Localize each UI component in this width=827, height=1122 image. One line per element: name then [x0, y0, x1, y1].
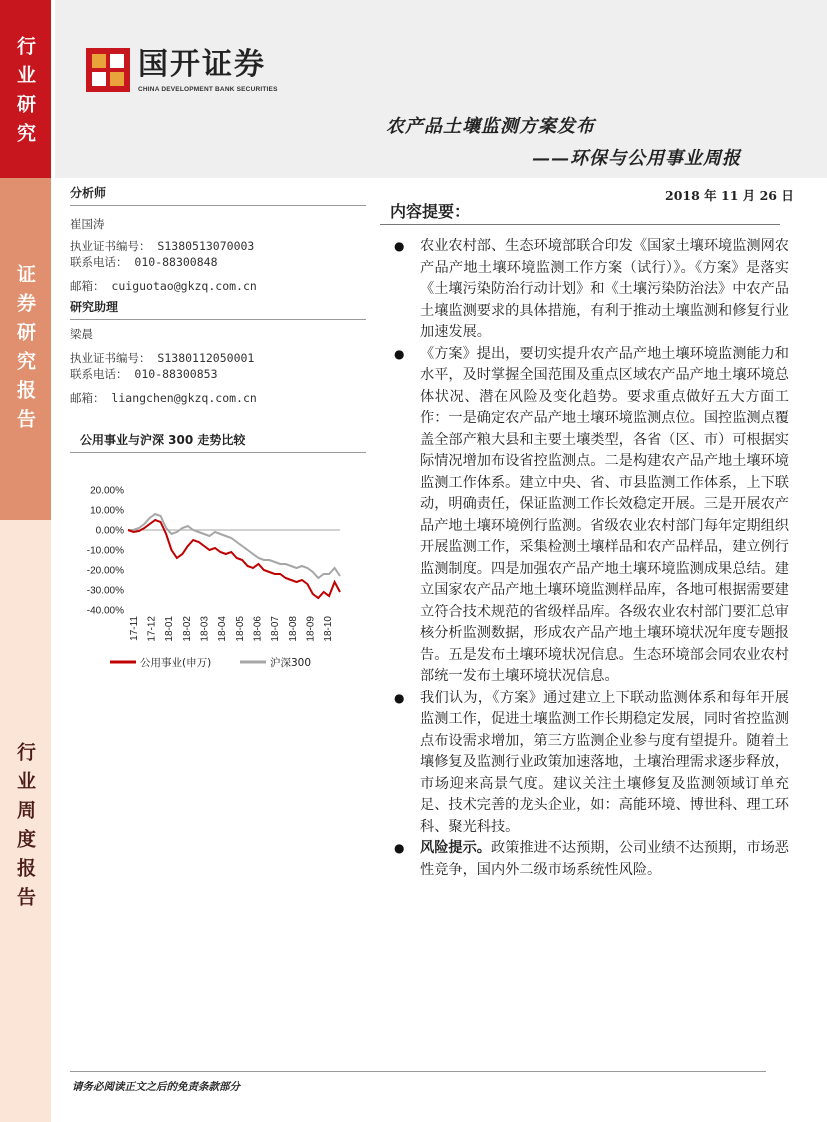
- y-tick-label: 0.00%: [95, 525, 124, 537]
- risk-item: [394, 838, 789, 881]
- report-subtitle: ——环保与公用事业周报: [532, 148, 741, 169]
- sidebar-label-weekly-report: 行业周度报告: [14, 742, 36, 916]
- divider: [380, 224, 780, 225]
- series-line-csi300: [128, 514, 340, 578]
- x-tick-label: 18-01: [164, 616, 176, 642]
- sidebar-label-industry-research: 行业研究: [14, 36, 36, 152]
- y-tick-label: -40.00%: [86, 605, 124, 617]
- comparison-line-chart: [70, 470, 366, 680]
- assistant-heading: 研究助理: [70, 300, 119, 314]
- x-tick-label: 18-07: [270, 616, 282, 642]
- x-tick-label: 17-11: [128, 616, 140, 641]
- logo-text-english: CHINA DEVELOPMENT BANK SECURITIES: [138, 86, 278, 93]
- y-tick-label: -10.00%: [86, 545, 124, 557]
- footer-divider: [70, 1071, 766, 1072]
- y-tick-label: -30.00%: [86, 585, 124, 597]
- analyst-panel: [70, 178, 366, 406]
- summary-item: ● 我们认为，《方案》通过建立上下联动监测体系和每年开展监测工作，促进土壤监测工作长期稳定发展，同时省控监测点布设需求增加，第三方监测企业参与度有望提升。随着土壤修复及监测行业政策加速落地，土壤治理需求逐步释放，市场迎来高景气度。建议关注土壤修复及监测领域订单充足、技术完善的龙头企业，如：高能环境、博世科、理工环科、聚光科技。: [394, 688, 789, 839]
- x-tick-label: 18-04: [217, 616, 229, 642]
- series-line-utilities: [128, 520, 340, 598]
- analyst-email: 邮箱： cuiguotao@gkzq.com.cn: [70, 279, 257, 293]
- sidebar: [0, 0, 51, 1122]
- x-tick-label: 18-08: [287, 616, 299, 642]
- sidebar-label-securities-report: 证券研究报告: [14, 264, 36, 438]
- report-title: 农产品土壤监测方案发布: [386, 116, 595, 137]
- chart-title: 公用事业与沪深 300 走势比较: [80, 433, 246, 447]
- y-tick-label: -20.00%: [86, 565, 124, 577]
- x-tick-label: 18-06: [252, 616, 264, 642]
- assistant-phone: 联系电话： 010-88300853: [70, 367, 218, 381]
- x-tick-label: 18-03: [199, 616, 211, 642]
- logo-text-chinese: 国开证券: [138, 47, 266, 82]
- divider: [70, 205, 366, 206]
- analyst-name: 崔国涛: [70, 217, 105, 231]
- summary-heading: 内容提要：: [390, 202, 471, 221]
- x-tick-label: 18-10: [323, 616, 335, 642]
- sidebar-section-securities: [0, 178, 51, 520]
- assistant-email: 邮箱： liangchen@gkzq.com.cn: [70, 391, 257, 405]
- y-tick-label: 10.00%: [90, 505, 124, 517]
- analyst-phone: 联系电话： 010-88300848: [70, 255, 218, 269]
- x-tick-label: 17-12: [146, 616, 158, 642]
- analyst-heading: 分析师: [70, 186, 107, 200]
- analyst-cert: 执业证书编号： S1380513070003: [70, 239, 255, 253]
- risk-label: 风险提示。: [420, 840, 491, 856]
- x-tick-label: 18-02: [181, 616, 193, 642]
- company-logo: [86, 48, 278, 93]
- report-date: 2018 年 11 月 26 日: [665, 188, 794, 203]
- disclaimer-note: 请务必阅读正文之后的免责条款部分: [72, 1081, 240, 1093]
- assistant-name: 梁晨: [70, 327, 93, 341]
- x-tick-label: 18-09: [305, 616, 317, 642]
- summary-item: ● 《方案》提出，要切实提升农产品产地土壤环境监测能力和水平，及时掌握全国范围及重点区域农产品产地土壤环境总体状况、潜在风险及变化趋势。要求重点做好五大方面工作：一是确定农产品产地土壤环境监测点位。国控监测点覆盖全部产粮大县和主要土壤类型，各省（区、市）可根据实际情况增加布设省控监测点。二是构建农产品产地土壤环境监测工作体系。建立中央、省、市县监测工作体系，上下联动，明确责任，保证监测工作长效稳定开展。三是开展农产品产地土壤环境例行监测。省级农业农村部门每年定期组织开展监测工作，采集检测土壤样品和农产品样品，建立例行监测制度。四是加强农产品产地土壤环境监测成果总结。建立国家农产品产地土壤环境监测样品库，各地可根据需要建立符合技术规范的省级样品库。各级农业农村部门要汇总审核分析监测数据，形成农产品产地土壤环境状况年度专题报告。五是发布土壤环境状况信息。生态环境部会同农业农村部统一发布土壤环境状况信息。: [394, 344, 789, 688]
- sidebar-section-industry: [0, 0, 51, 178]
- legend-label: 公用事业(申万): [140, 657, 212, 669]
- summary-list: [394, 236, 789, 881]
- logo-mark-icon: [86, 48, 130, 92]
- legend-label: 沪深300: [270, 657, 312, 669]
- summary-item: ● 农业农村部、生态环境部联合印发《国家土壤环境监测网农产品产地土壤环境监测工作方案（试行）》。《方案》是落实《土壤污染防治行动计划》和《土壤污染防治法》中农产品土壤监测要求的具体措施，有利于推动土壤监测和修复行业加速发展。: [394, 236, 789, 344]
- divider: [70, 452, 366, 453]
- y-tick-label: 20.00%: [90, 485, 124, 497]
- divider: [70, 319, 366, 320]
- x-tick-label: 18-05: [234, 616, 246, 642]
- assistant-cert: 执业证书编号： S1380112050001: [70, 351, 255, 365]
- sidebar-section-weekly: [0, 520, 51, 1122]
- risk-text: 政策推进不达预期，公司业绩不达预期，市场恶性竞争，国内外二级市场系统性风险。: [420, 840, 789, 878]
